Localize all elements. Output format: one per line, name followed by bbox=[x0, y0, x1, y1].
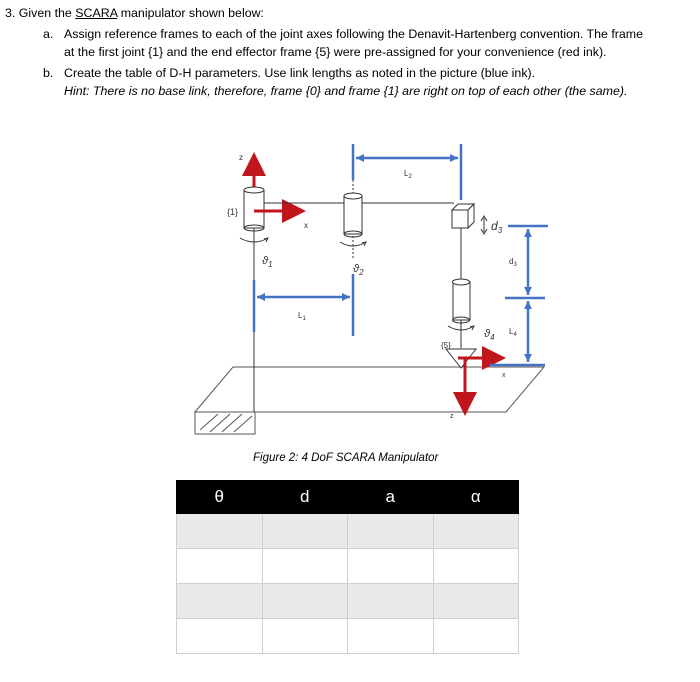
label-theta2: $ϑ_2$ bbox=[353, 263, 364, 277]
table-row bbox=[177, 514, 519, 549]
label-L1: $L_1$ bbox=[298, 311, 306, 322]
label-frame1: {1} bbox=[227, 207, 239, 217]
joint3-prismatic bbox=[452, 204, 487, 234]
table-cell[interactable] bbox=[348, 584, 434, 619]
label-L2: $L_2$ bbox=[404, 169, 412, 180]
table-cell[interactable] bbox=[348, 549, 434, 584]
label-x-frame1: x bbox=[304, 221, 308, 230]
joint4 bbox=[446, 279, 476, 368]
dh-header-row bbox=[177, 481, 519, 514]
table-cell[interactable] bbox=[262, 549, 348, 584]
table-cell[interactable] bbox=[433, 549, 519, 584]
table-cell[interactable] bbox=[177, 549, 263, 584]
table-cell[interactable] bbox=[433, 619, 519, 654]
header-alpha: α bbox=[433, 481, 519, 514]
scara-word: SCARA bbox=[75, 6, 118, 20]
base-platform bbox=[195, 367, 544, 434]
table-cell[interactable] bbox=[262, 514, 348, 549]
item-a-line2: at the first joint {1} and the end effector frame {5} were pre-assigned for your convenience (red ink). bbox=[64, 45, 607, 59]
label-theta4: $ϑ_4$ bbox=[484, 328, 495, 342]
table-cell[interactable] bbox=[177, 584, 263, 619]
label-x-frame5: x bbox=[502, 372, 506, 379]
header-a: a bbox=[348, 481, 434, 514]
item-b-hint: Hint: There is no base link, therefore, frame {0} and frame {1} are right on top of each other (the same). bbox=[64, 84, 628, 98]
table-cell[interactable] bbox=[433, 584, 519, 619]
label-theta1: $ϑ_1$ bbox=[262, 255, 273, 269]
header-theta: θ bbox=[177, 481, 263, 514]
item-a-line1: Assign reference frames to each of the joint axes following the Denavit-Hartenberg convention. The frame bbox=[64, 27, 644, 41]
header-d: d bbox=[262, 481, 348, 514]
dh-parameter-table bbox=[176, 480, 519, 654]
table-cell[interactable] bbox=[177, 619, 263, 654]
table-cell[interactable] bbox=[348, 619, 434, 654]
label-L4: $L_4$ bbox=[509, 327, 517, 338]
table-row bbox=[177, 584, 519, 619]
table-cell[interactable] bbox=[433, 514, 519, 549]
table-cell[interactable] bbox=[262, 619, 348, 654]
label-d3-top: $d_3$ bbox=[491, 219, 503, 235]
label-d3-side: $d_3$ bbox=[509, 257, 517, 268]
table-row bbox=[177, 549, 519, 584]
label-z-frame5: z bbox=[450, 413, 454, 420]
label-z-top: z bbox=[239, 153, 243, 162]
table-row bbox=[177, 619, 519, 654]
item-b-line1: Create the table of D-H parameters. Use link lengths as noted in the picture (blue ink). bbox=[64, 66, 536, 80]
link-length-dimensions bbox=[254, 144, 548, 365]
table-cell[interactable] bbox=[348, 514, 434, 549]
figure-caption: Figure 2: 4 DoF SCARA Manipulator bbox=[253, 452, 439, 464]
item-a-marker: a. bbox=[43, 27, 54, 41]
table-cell[interactable] bbox=[177, 514, 263, 549]
joint2 bbox=[340, 180, 366, 260]
label-frame5: {5} bbox=[441, 341, 451, 350]
question-title: 3. Given the SCARA manipulator shown below: bbox=[5, 6, 264, 20]
item-b-marker: b. bbox=[43, 66, 54, 80]
table-cell[interactable] bbox=[262, 584, 348, 619]
